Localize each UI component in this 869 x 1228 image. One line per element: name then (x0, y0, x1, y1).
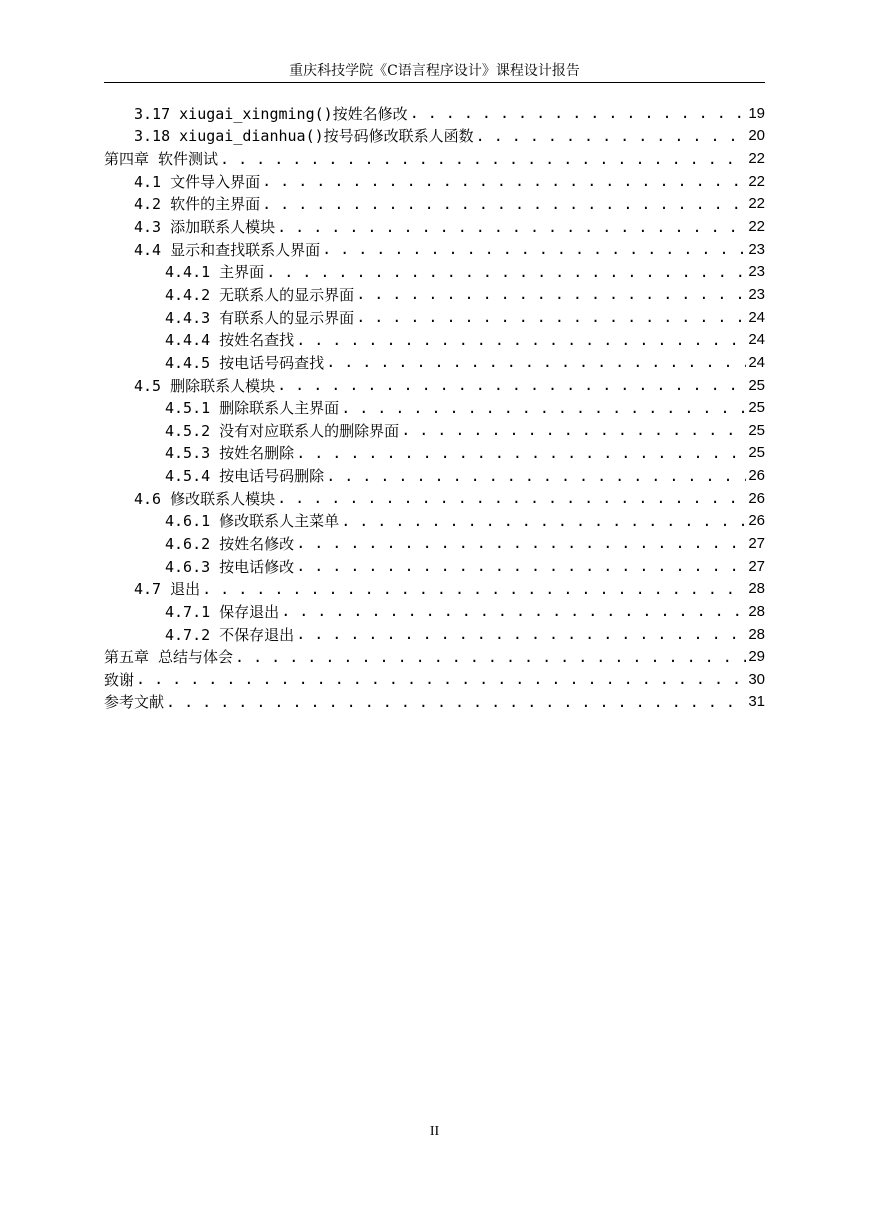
toc-entry[interactable] (104, 238, 765, 261)
toc-entry-page: 25 (748, 376, 765, 394)
toc-entry-title: 4.5.2 没有对应联系人的删除界面 (165, 421, 400, 440)
toc-entry-title: 4.5.3 按姓名删除 (165, 444, 295, 463)
toc-entry[interactable] (104, 170, 765, 193)
toc-entry-title: 4.7 退出 (134, 580, 201, 599)
toc-entry-page: 30 (748, 670, 765, 688)
toc-entry[interactable] (104, 532, 765, 555)
toc-entry[interactable] (104, 306, 765, 329)
toc-entry-page: 27 (748, 557, 765, 575)
toc-entry[interactable] (104, 147, 765, 170)
toc-entry-title: 4.4.2 无联系人的显示界面 (165, 285, 355, 304)
toc-dot-leader (296, 534, 746, 552)
toc-dot-leader (341, 399, 746, 417)
toc-entry-title: 4.4.1 主界面 (165, 263, 265, 282)
toc-entry[interactable] (104, 102, 765, 125)
toc-entry-page: 24 (748, 331, 765, 349)
toc-dot-leader (326, 467, 746, 485)
toc-dot-leader (262, 195, 746, 213)
toc-entry[interactable] (104, 283, 765, 306)
toc-entry-page: 23 (748, 285, 765, 303)
toc-entry-page: 22 (748, 195, 765, 213)
toc-entry-title: 4.5.1 删除联系人主界面 (165, 399, 340, 418)
toc-entry[interactable] (104, 555, 765, 578)
page-header: 重庆科技学院《C语言程序设计》课程设计报告 (289, 63, 580, 79)
toc-dot-leader (356, 285, 746, 303)
toc-entry-page: 26 (748, 512, 765, 530)
header-divider (104, 82, 765, 83)
toc-entry[interactable] (104, 374, 765, 397)
toc-entry-page: 23 (748, 240, 765, 258)
toc-dot-leader (266, 263, 746, 281)
toc-entry[interactable] (104, 487, 765, 510)
toc-entry-title: 4.3 添加联系人模块 (134, 218, 276, 237)
toc-entry-title: 3.17 xiugai_xingming()按姓名修改 (134, 104, 408, 123)
toc-entry[interactable] (104, 125, 765, 148)
table-of-contents (104, 102, 765, 713)
toc-dot-leader (296, 625, 746, 643)
toc-entry-page: 31 (748, 693, 765, 711)
toc-entry[interactable] (104, 351, 765, 374)
toc-entry-title: 4.4 显示和查找联系人界面 (134, 240, 321, 259)
toc-entry-page: 25 (748, 399, 765, 417)
toc-dot-leader (296, 444, 746, 462)
toc-entry-title: 参考文献 (104, 693, 165, 712)
toc-dot-leader (277, 489, 746, 507)
toc-entry-page: 22 (748, 172, 765, 190)
toc-entry[interactable] (104, 510, 765, 533)
toc-entry[interactable] (104, 645, 765, 668)
toc-entry[interactable] (104, 600, 765, 623)
toc-entry-title: 4.7.2 不保存退出 (165, 625, 295, 644)
toc-dot-leader (262, 172, 746, 190)
toc-entry-title: 第四章 软件测试 (104, 150, 219, 169)
toc-dot-leader (476, 127, 747, 145)
toc-entry-page: 29 (748, 648, 765, 666)
toc-entry[interactable] (104, 691, 765, 714)
toc-dot-leader (322, 240, 746, 258)
toc-entry-title: 4.6.1 修改联系人主菜单 (165, 512, 340, 531)
toc-entry[interactable] (104, 464, 765, 487)
toc-entry-page: 20 (748, 127, 765, 145)
toc-entry-page: 22 (748, 218, 765, 236)
toc-entry-title: 4.5.4 按电话号码删除 (165, 467, 325, 486)
toc-entry-title: 4.7.1 保存退出 (165, 602, 280, 621)
toc-dot-leader (326, 353, 746, 371)
toc-dot-leader (220, 150, 746, 168)
toc-entry-page: 24 (748, 308, 765, 326)
toc-entry-title: 4.6.2 按姓名修改 (165, 534, 295, 553)
toc-entry[interactable] (104, 419, 765, 442)
toc-entry-page: 28 (748, 602, 765, 620)
toc-entry-page: 24 (748, 353, 765, 371)
toc-entry-title: 4.6.3 按电话修改 (165, 557, 295, 576)
toc-dot-leader (401, 421, 746, 439)
toc-entry[interactable] (104, 623, 765, 646)
toc-dot-leader (410, 104, 747, 122)
toc-entry[interactable] (104, 193, 765, 216)
toc-entry-title: 4.2 软件的主界面 (134, 195, 261, 214)
toc-entry-page: 23 (748, 263, 765, 281)
toc-dot-leader (281, 602, 746, 620)
toc-entry-title: 4.6 修改联系人模块 (134, 489, 276, 508)
toc-entry-page: 28 (748, 580, 765, 598)
toc-dot-leader (277, 376, 746, 394)
toc-entry-title: 4.4.4 按姓名查找 (165, 331, 295, 350)
toc-dot-leader (296, 557, 746, 575)
toc-entry-page: 26 (748, 467, 765, 485)
toc-entry[interactable] (104, 215, 765, 238)
toc-dot-leader (202, 580, 746, 598)
toc-dot-leader (166, 693, 746, 711)
toc-entry-title: 3.18 xiugai_dianhua()按号码修改联系人函数 (134, 127, 474, 146)
toc-dot-leader (136, 670, 746, 688)
toc-entry-title: 4.4.3 有联系人的显示界面 (165, 308, 355, 327)
toc-dot-leader (235, 648, 746, 666)
page-number: II (429, 1124, 440, 1139)
toc-entry-page: 28 (748, 625, 765, 643)
toc-entry-page: 25 (748, 444, 765, 462)
toc-entry[interactable] (104, 396, 765, 419)
toc-entry-page: 27 (748, 534, 765, 552)
toc-entry-page: 25 (748, 421, 765, 439)
toc-dot-leader (296, 331, 746, 349)
toc-entry[interactable] (104, 260, 765, 283)
toc-entry-title: 4.5 删除联系人模块 (134, 376, 276, 395)
toc-entry[interactable] (104, 328, 765, 351)
toc-dot-leader (341, 512, 746, 530)
toc-entry-page: 19 (748, 104, 765, 122)
toc-entry[interactable] (104, 577, 765, 600)
toc-dot-leader (277, 218, 746, 236)
toc-entry[interactable] (104, 668, 765, 691)
toc-entry-page: 26 (748, 489, 765, 507)
toc-entry-title: 第五章 总结与体会 (104, 648, 234, 667)
toc-entry-title: 4.4.5 按电话号码查找 (165, 353, 325, 372)
toc-entry-title: 致谢 (104, 670, 135, 689)
toc-entry[interactable] (104, 442, 765, 465)
toc-entry-page: 22 (748, 150, 765, 168)
toc-dot-leader (356, 308, 746, 326)
toc-entry-title: 4.1 文件导入界面 (134, 172, 261, 191)
